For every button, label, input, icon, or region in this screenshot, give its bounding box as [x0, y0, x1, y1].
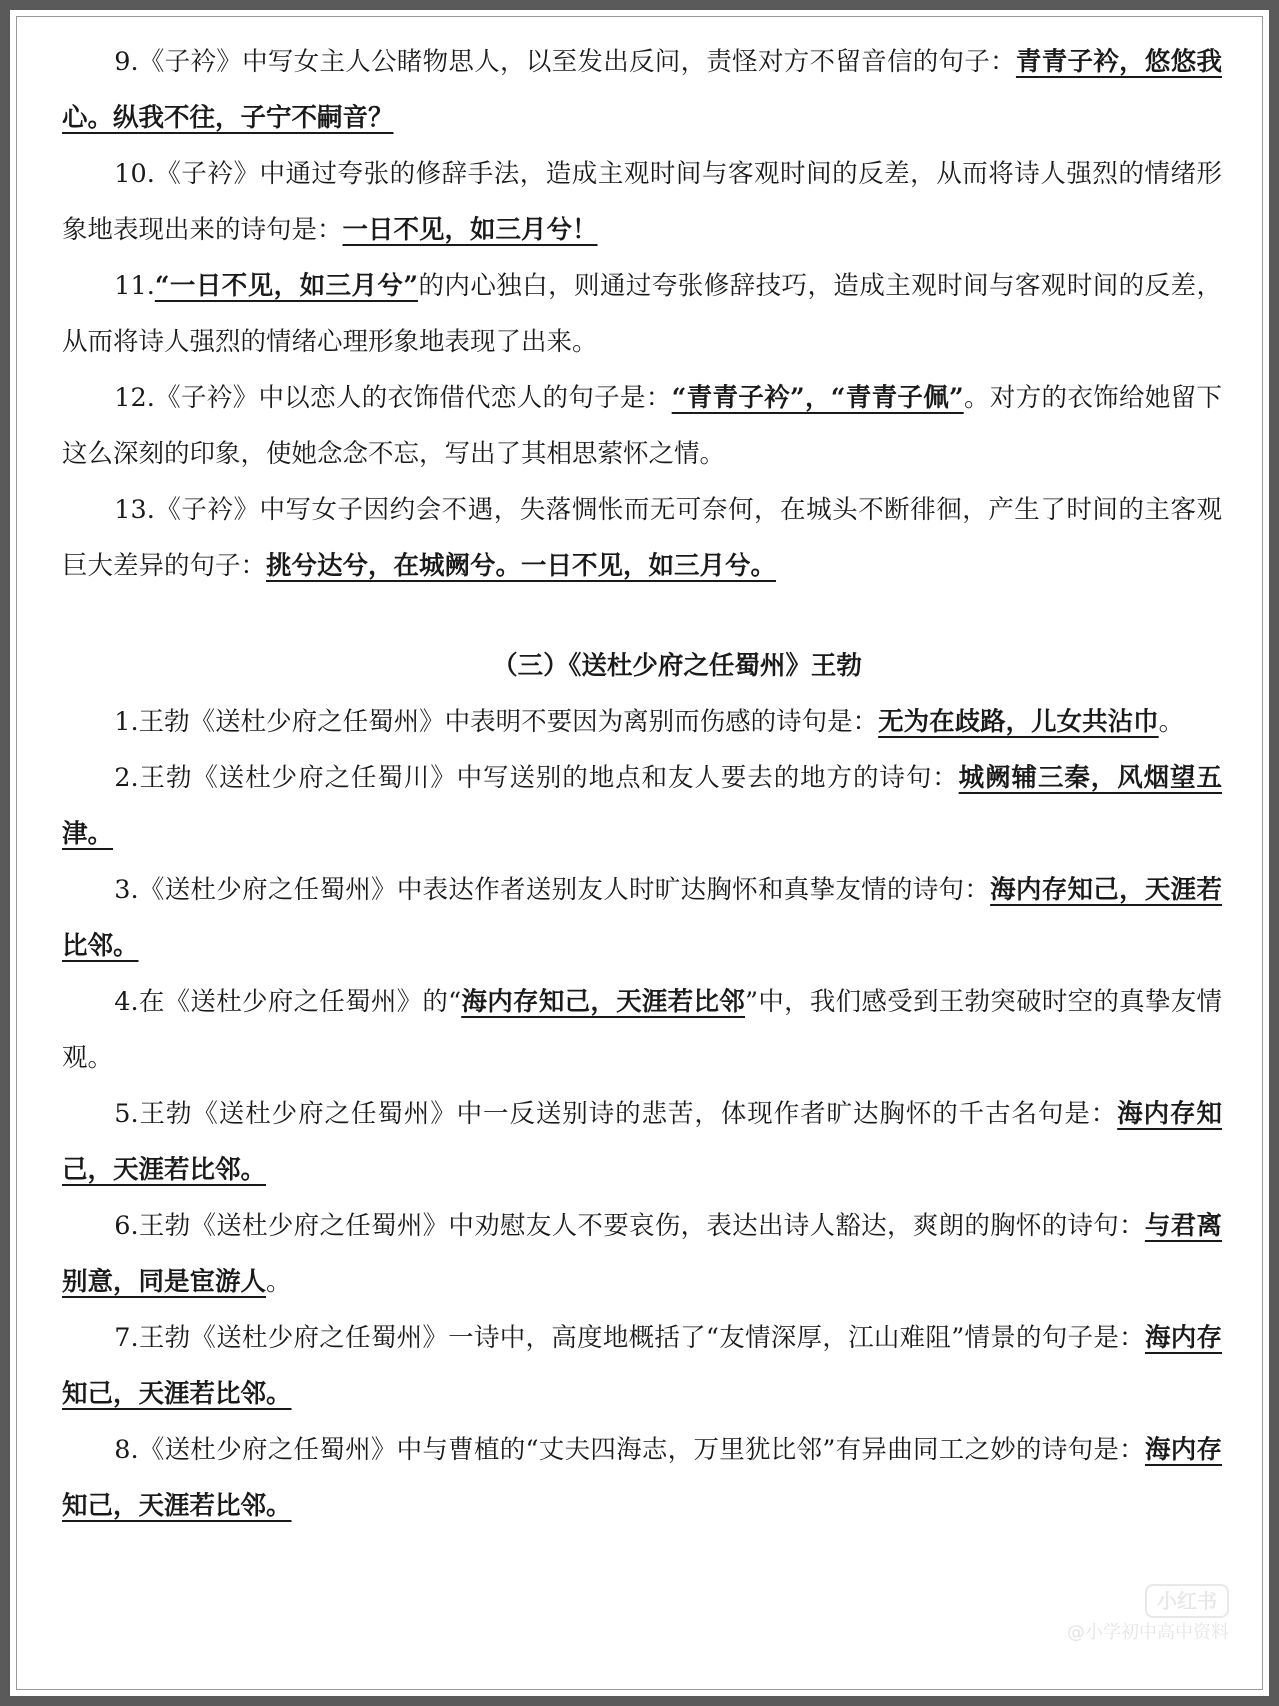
question-text: 王勃《送杜少府之任蜀州》中劝慰友人不要哀伤，表达出诗人豁达，爽朗的胸怀的诗句：: [138, 1211, 1145, 1241]
question-text-tail: 的内心独白，则通过夸张修辞技巧，造成主观时间与客观时间的反差，从而将诗人强烈的情绪心理形象地表现了出来。: [62, 271, 1222, 357]
question-item: [62, 370, 1222, 482]
answer-text: 与君离别意，同是宦游人: [62, 1211, 1222, 1297]
answer-text: 海内存知己，天涯若比邻。: [62, 875, 1222, 961]
question-number: 2.: [114, 763, 139, 793]
question-text: 《子衿》中写女子因约会不遇，失落惆怅而无可奈何，在城头不断徘徊，产生了时间的主客观巨大差异的句子：: [62, 495, 1222, 581]
question-text: 在《送杜少府之任蜀州》的“: [138, 987, 462, 1017]
question-text: 王勃《送杜少府之任蜀州》中表明不要因为离别而伤感的诗句是：: [138, 707, 879, 737]
question-item: [62, 1422, 1222, 1534]
question-text-tail: 。对方的衣饰给她留下这么深刻的印象，使她念念不忘，写出了其相思萦怀之情。: [62, 383, 1222, 469]
question-text: 王勃《送杜少府之任蜀川》中写送别的地点和友人要去的地方的诗句：: [138, 763, 959, 793]
question-item: [62, 34, 1222, 146]
question-text-tail: ”中，我们感受到王勃突破时空的真挚友情观。: [62, 987, 1222, 1073]
question-item: [62, 482, 1222, 594]
question-item: [62, 694, 1222, 750]
answer-text: “青青子衿”，“青青子佩”: [671, 383, 964, 413]
answer-text: 挑兮达兮，在城阙兮。一日不见，如三月兮。: [266, 551, 777, 581]
question-item: [62, 1086, 1222, 1198]
question-number: 5.: [114, 1099, 139, 1129]
question-number: 3.: [114, 875, 139, 905]
watermark-logo: 小红书: [1145, 1584, 1229, 1618]
question-item: [62, 1198, 1222, 1310]
question-number: 11.: [114, 271, 155, 301]
question-item: [62, 974, 1222, 1086]
question-number: 6.: [114, 1211, 139, 1241]
question-text: 《子衿》中以恋人的衣饰借代恋人的句子是：: [154, 383, 672, 413]
answer-text: 青青子衿，悠悠我心。纵我不往，子宁不嗣音？: [62, 47, 1222, 133]
question-number: 8.: [114, 1435, 139, 1465]
answer-text: “一日不见，如三月兮”: [154, 271, 419, 301]
question-item: [62, 862, 1222, 974]
question-item: [62, 146, 1222, 258]
answer-text: 海内存知己，天涯若比邻。: [62, 1435, 1222, 1521]
question-text: 《送杜少府之任蜀州》中与曹植的“丈夫四海志，万里犹比邻”有异曲同工之妙的诗句是：: [138, 1435, 1145, 1465]
question-text-tail: 。: [266, 1267, 292, 1297]
question-item: [62, 750, 1222, 862]
question-number: 10.: [114, 159, 155, 189]
watermark: [1019, 1584, 1229, 1670]
watermark-caption: @小学初中高中资料: [1067, 1622, 1229, 1643]
question-number: 9.: [114, 47, 139, 77]
question-number: 4.: [114, 987, 139, 1017]
answer-text: 海内存知己，天涯若比邻。: [62, 1099, 1222, 1185]
question-number: 13.: [114, 495, 155, 525]
answer-text: 海内存知己，天涯若比邻: [461, 987, 746, 1017]
answer-text: 城阙辅三秦，风烟望五津。: [62, 763, 1222, 849]
question-number: 7.: [114, 1323, 139, 1353]
question-text: 王勃《送杜少府之任蜀州》一诗中，高度地概括了“友情深厚，江山难阻”情景的句子是：: [138, 1323, 1145, 1353]
question-text: 《送杜少府之任蜀州》中表达作者送别友人时旷达胸怀和真挚友情的诗句：: [138, 875, 991, 905]
document-content: [62, 34, 1222, 1534]
question-text-tail: 。: [1158, 707, 1185, 737]
section-2-items: [62, 34, 1222, 594]
document-page: [10, 10, 1269, 1696]
question-number: 12.: [114, 383, 155, 413]
section-3-heading: （三）《送杜少府之任蜀州》王勃: [492, 651, 862, 681]
question-item: [62, 258, 1222, 370]
answer-text: 无为在歧路，儿女共沾巾: [878, 707, 1159, 737]
question-number: 1.: [114, 707, 139, 737]
answer-text: 一日不见，如三月兮！: [342, 215, 598, 245]
answer-text: 海内存知己，天涯若比邻。: [62, 1323, 1222, 1409]
question-text: 王勃《送杜少府之任蜀州》中一反送别诗的悲苦，体现作者旷达胸怀的千古名句是：: [138, 1099, 1118, 1129]
question-item: [62, 1310, 1222, 1422]
section-3-items: [62, 694, 1222, 1534]
question-text: 《子衿》中通过夸张的修辞手法，造成主观时间与客观时间的反差，从而将诗人强烈的情绪形象地表现出来的诗句是：: [62, 159, 1222, 245]
question-text: 《子衿》中写女主人公睹物思人，以至发出反问，责怪对方不留音信的句子：: [138, 47, 1016, 77]
